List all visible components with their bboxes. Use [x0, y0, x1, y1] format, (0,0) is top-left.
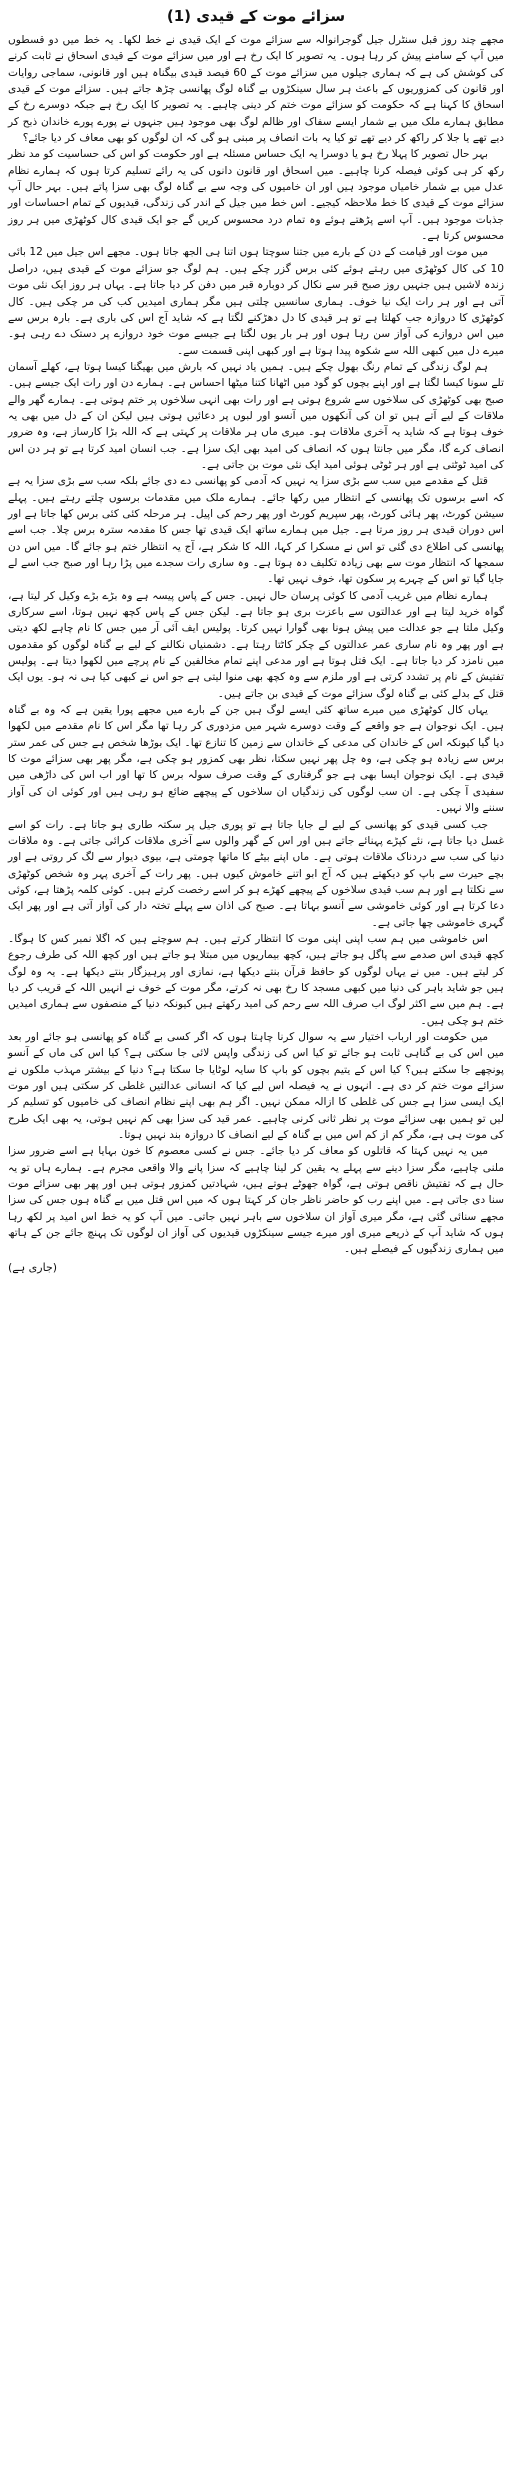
article-paragraph: ہم لوگ زندگی کے تمام رنگ بھول چکے ہیں۔ ہمیں یاد نہیں کہ بارش میں بھیگنا کیسا ہوتا ہے، کھلے آسمان تلے سونا کیسا لگتا ہے اور اپنے بچوں کو گود میں اٹھانا کتنا میٹھا احساس ہے۔ ہمارے دن اور رات ایک جیسے ہیں۔ صبح بھی کوٹھڑی کی سلاخوں سے شروع ہوتی ہے اور رات بھی انہی سلاخوں پر ختم ہوتی ہے۔ ہمارے گھر والے ملاقات کے لیے آتے ہیں تو ان کی آنکھوں میں آنسو اور لبوں پر دعائیں ہوتی ہیں لیکن ان کے دل میں بھی یہ خوف ہوتا ہے کہ شاید یہ آخری ملاقات ہو۔ میری ماں ہر ملاقات پر کہتی ہے کہ اللہ بڑا کارساز ہے، وہ ضرور انصاف کرے گا، مگر میں جانتا ہوں کہ انصاف کی امید بھی ایک سزا ہے۔ جب انسان امید کرتا ہے تو ہر دن اس کی امید ٹوٹتی ہے اور ہر ٹوٹی ہوئی امید ایک نئی موت بن جاتی ہے۔ [8, 360, 504, 471]
article-paragraph: میں یہ نہیں کہتا کہ قاتلوں کو معاف کر دیا جائے۔ جس نے کسی معصوم کا خون بہایا ہے اسے ضرور سزا ملنی چاہیے، مگر سزا دینے سے پہلے یہ یقین کر لینا چاہیے کہ سزا پانے والا واقعی مجرم ہے۔ ہمارے ہاں تو یہ حال ہے کہ تفتیش ناقص ہوتی ہے، گواہ جھوٹے ہوتے ہیں، شہادتیں کمزور ہوتی ہیں اور پھر بھی سزائے موت سنا دی جاتی ہے۔ میں اپنے رب کو حاضر ناظر جان کر کہتا ہوں کہ میں اس قتل میں بے گناہ ہوں جس کی سزا مجھے سنائی گئی ہے، مگر میری آواز ان سلاخوں سے باہر نہیں جاتی۔ میں آپ کو یہ خط اس امید پر لکھ رہا ہوں کہ شاید آپ کے ذریعے میری اور میرے جیسے سینکڑوں قیدیوں کی آواز ان لوگوں تک پہنچ جائے جن کے ہاتھ میں ہماری زندگیوں کے فیصلے ہیں۔ [8, 1145, 504, 1256]
article-paragraph: یہاں کال کوٹھڑی میں میرے ساتھ کئی ایسے لوگ ہیں جن کے بارے میں مجھے پورا یقین ہے کہ وہ بے گناہ ہیں۔ ایک نوجوان ہے جو واقعے کے وقت دوسرے شہر میں مزدوری کر رہا تھا مگر اس کا نام مقدمے میں لکھوا دیا گیا کیونکہ اس کے خاندان کی مدعی کے خاندان سے زمین کا تنازع تھا۔ ایک بوڑھا شخص ہے جس کی عمر ستر برس سے زیادہ ہو چکی ہے، وہ چل پھر نہیں سکتا، نظر بھی کمزور ہو چکی ہے، مگر پھر بھی سزائے موت کا قیدی ہے۔ ایک نوجوان ایسا بھی ہے جو گرفتاری کے وقت صرف سولہ برس کا تھا اور اب اس کی داڑھی میں سفیدی آ چکی ہے۔ ان سب لوگوں کی زندگیاں ان سلاخوں کے پیچھے ضائع ہو رہی ہیں اور کوئی ان کی آواز سننے والا نہیں۔ [8, 704, 504, 815]
article-paragraph: ہمارے نظام میں غریب آدمی کا کوئی پرسان حال نہیں۔ جس کے پاس پیسہ ہے وہ بڑے بڑے وکیل کر لیتا ہے، گواہ خرید لیتا ہے اور عدالتوں سے باعزت بری ہو جاتا ہے۔ لیکن جس کے پاس کچھ نہیں ہوتا، اسے سرکاری وکیل ملتا ہے جو عدالت میں پیش ہونا بھی گوارا نہیں کرتا۔ پولیس ایف آئی آر میں جس کا نام چاہے لکھ دیتی ہے اور پھر وہ نام ساری عمر عدالتوں کے چکر کاٹتا رہتا ہے۔ دشمنیاں نکالنے کے لیے بے گناہ لوگوں کو مقدموں میں نامزد کر دیا جاتا ہے۔ ایک قتل ہوتا ہے اور مدعی اپنے تمام مخالفین کے نام پرچے میں لکھوا دیتا ہے۔ پولیس تفتیش کے نام پر تشدد کرتی ہے اور ملزم سے وہ کچھ بھی منوا لیتی ہے جو اس نے کبھی کیا ہی نہ ہو۔ یوں ایک قتل کے بدلے کئی بے گناہ لوگ سزائے موت کے قیدی بن جاتے ہیں۔ [8, 589, 504, 700]
article-paragraph: قتل کے مقدمے میں سب سے بڑی سزا یہ نہیں کہ آدمی کو پھانسی دے دی جائے بلکہ سب سے بڑی سزا یہ ہے کہ اسے برسوں تک پھانسی کے انتظار میں رکھا جائے۔ ہمارے ملک میں مقدمات برسوں چلتے رہتے ہیں۔ پہلے سیشن کورٹ، پھر ہائی کورٹ، پھر سپریم کورٹ اور پھر رحم کی اپیل۔ ہر مرحلہ کئی کئی برس کھا جاتا ہے اور اس دوران قیدی ہر روز مرتا ہے۔ جیل میں ہمارے ساتھ ایک قیدی تھا جس کا مقدمہ سترہ برس چلا۔ جب اسے پھانسی کی اطلاع دی گئی تو اس نے مسکرا کر کہا، اللہ کا شکر ہے، آج یہ انتظار ختم ہو جائے گا۔ میں اس دن سمجھا کہ انتظار موت سے بھی زیادہ تکلیف دہ ہوتا ہے۔ وہ ساری رات سجدے میں پڑا رہا اور صبح جب اسے لے جایا گیا تو اس کے چہرے پر سکون تھا، خوف نہیں تھا۔ [8, 475, 504, 586]
article-paragraph: مجھے چند روز قبل سنٹرل جیل گوجرانوالہ سے سزائے موت کے ایک قیدی نے خط لکھا۔ یہ خط میں دو قسطوں میں آپ کے سامنے پیش کر رہا ہوں۔ یہ تصویر کا ایک رخ ہے اور میں سزائے موت کے قیدی اسحاق نے ثابت کرنے کی کوشش کی ہے کہ ہماری جیلوں میں سزائے موت کے 60 فیصد قیدی بیگناہ ہیں اور قانونی، سماجی روایات اور قانون کی کمزوریوں کے باعث ہر سال سینکڑوں بے گناہ لوگ پھانسی چڑھ جاتے ہیں۔ سزائے موت کے قیدی اسحاق کا کہنا ہے کہ حکومت کو سزائے موت ختم کر دینی چاہیے۔ یہ تصویر کا ایک رخ ہے جبکہ دوسرے رخ کے مطابق ہمارے ملک میں بے شمار ایسے سفاک اور ظالم لوگ بھی موجود ہیں جنہوں نے پورے پورے خاندان ذبح کر دیے تھے یا جلا کر راکھ کر دیے تھے تو کیا یہ بات انصاف پر مبنی ہو گی کہ ان لوگوں کو بھی معاف کر دیا جائے؟ [8, 34, 504, 145]
article-body [8, 32, 504, 1258]
article-paragraph: میں موت اور قیامت کے دن کے بارے میں جتنا سوچتا ہوں اتنا ہی الجھ جاتا ہوں۔ مجھے اس جیل میں 12 بائی 10 کی کال کوٹھڑی میں رہتے ہوئے کئی برس گزر چکے ہیں۔ ہم لوگ جو سزائے موت کے قیدی ہیں، دراصل زندہ لاشیں ہیں جنہیں روز صبح قبر سے نکال کر دوبارہ قبر میں دفن کر دیا جاتا ہے۔ یہاں ہر روز ایک نئی موت آتی ہے اور ہر رات ایک نیا خوف۔ ہماری سانسیں چلتی ہیں مگر ہماری امیدیں کب کی مر چکی ہیں۔ کال کوٹھڑی کا دروازہ جب کھلتا ہے تو ہر قیدی کا دل دھڑکنے لگتا ہے کہ شاید آج اس کی باری ہے۔ بارہ برس سے میں اس دروازے کی آواز سن رہا ہوں اور ہر بار یوں لگتا ہے جیسے موت خود دروازے پر دستک دے رہی ہو۔ میرے دل میں کبھی اللہ سے شکوہ پیدا ہوتا ہے اور کبھی اپنی قسمت سے۔ [8, 246, 504, 357]
article-paragraph: اس خاموشی میں ہم سب اپنی اپنی موت کا انتظار کرتے ہیں۔ ہم سوچتے ہیں کہ اگلا نمبر کس کا ہوگا۔ کچھ قیدی اس صدمے سے پاگل ہو جاتے ہیں، کچھ بیماریوں میں مبتلا ہو جاتے ہیں اور کچھ اللہ کی طرف رجوع کر لیتے ہیں۔ میں نے یہاں لوگوں کو حافظ قرآن بنتے دیکھا ہے، نمازی اور پرہیزگار بنتے دیکھا ہے۔ یہ وہ لوگ ہیں جو شاید باہر کی دنیا میں کبھی مسجد کا رخ بھی نہ کرتے، مگر موت کے خوف نے انہیں اللہ کے قریب کر دیا ہے۔ ہم میں سے اکثر لوگ اب صرف اللہ سے رحم کی امید رکھتے ہیں کیونکہ دنیا کے منصفوں سے ہماری امیدیں ختم ہو چکی ہیں۔ [8, 932, 504, 1027]
article-headline: سزائے موت کے قیدی (1) [166, 7, 346, 25]
article-paragraph: جب کسی قیدی کو پھانسی کے لیے لے جایا جاتا ہے تو پوری جیل پر سکتہ طاری ہو جاتا ہے۔ رات کو اسے غسل دیا جاتا ہے، نئے کپڑے پہنائے جاتے ہیں اور اس کے گھر والوں سے آخری ملاقات کرائی جاتی ہے۔ وہ ملاقات دنیا کی سب سے دردناک ملاقات ہوتی ہے۔ ماں اپنے بیٹے کا ماتھا چومتی ہے، بیوی دیوار سے لگ کر روتی ہے اور بچے حیرت سے باپ کو دیکھتے ہیں کہ آج ابو اتنے خاموش کیوں ہیں۔ پھر رات کے آخری پہر وہ شخص کوٹھڑی سے نکلتا ہے اور ہم سب قیدی سلاخوں کے پیچھے کھڑے ہو کر اسے رخصت کرتے ہیں۔ کوئی کلمہ پڑھتا ہے، کوئی دعا کرتا ہے اور کوئی خاموشی سے آنسو بہاتا ہے۔ صبح کی اذان سے پہلے تختہ دار کی آواز آتی ہے اور پھر ایک گہری خاموشی چھا جاتی ہے۔ [8, 818, 504, 929]
article-paragraph: میں حکومت اور ارباب اختیار سے یہ سوال کرنا چاہتا ہوں کہ اگر کسی بے گناہ کو پھانسی ہو جائے اور بعد میں اس کی بے گناہی ثابت ہو جائے تو کیا اس کی زندگی واپس لائی جا سکتی ہے؟ کیا اس کی ماں کے آنسو پونچھے جا سکتے ہیں؟ کیا اس کے یتیم بچوں کو باپ کا سایہ لوٹایا جا سکتا ہے؟ دنیا کے بیشتر مہذب ملکوں نے سزائے موت ختم کر دی ہے۔ انہوں نے یہ فیصلہ اس لیے کیا کہ انسانی عدالتیں غلطی کر سکتی ہیں اور موت ایک ایسی سزا ہے جس کی غلطی کا ازالہ ممکن نہیں۔ اگر ہم بھی اپنے نظام انصاف کی خامیوں کو تسلیم کر لیں تو ہمیں بھی سزائے موت پر نظر ثانی کرنی چاہیے۔ عمر قید کی سزا بھی کم نہیں ہوتی، یہ بھی ایک طرح کی موت ہی ہے، مگر کم از کم اس میں بے گناہ کے لیے انصاف کا دروازہ بند نہیں ہوتا۔ [8, 1030, 504, 1142]
continued-note: (جاری ہے) [8, 1260, 58, 1274]
article-paragraph: بہر حال تصویر کا پہلا رخ ہو یا دوسرا یہ ایک حساس مسئلہ ہے اور حکومت کو اس کی حساسیت کو مد نظر رکھ کر ہی کوئی فیصلہ کرنا چاہیے۔ میں اسحاق اور قانون دانوں کی یہ رائے تسلیم کرتا ہوں کہ ہمارے نظام عدل میں بے شمار خامیاں موجود ہیں اور ان خامیوں کی وجہ سے بے گناہ لوگ بھی سزا پاتے ہیں۔ بہر حال آپ سزائے موت کے قیدی کا خط ملاحظہ کیجیے۔ اس خط میں جیل کے اندر کی زندگی، قیدیوں کے تمام احساسات اور جذبات موجود ہیں۔ آپ اسے پڑھتے ہوئے وہ تمام درد محسوس کریں گے جو ایک قیدی کال کوٹھڑی میں ہر روز محسوس کرتا ہے۔ [8, 148, 504, 243]
